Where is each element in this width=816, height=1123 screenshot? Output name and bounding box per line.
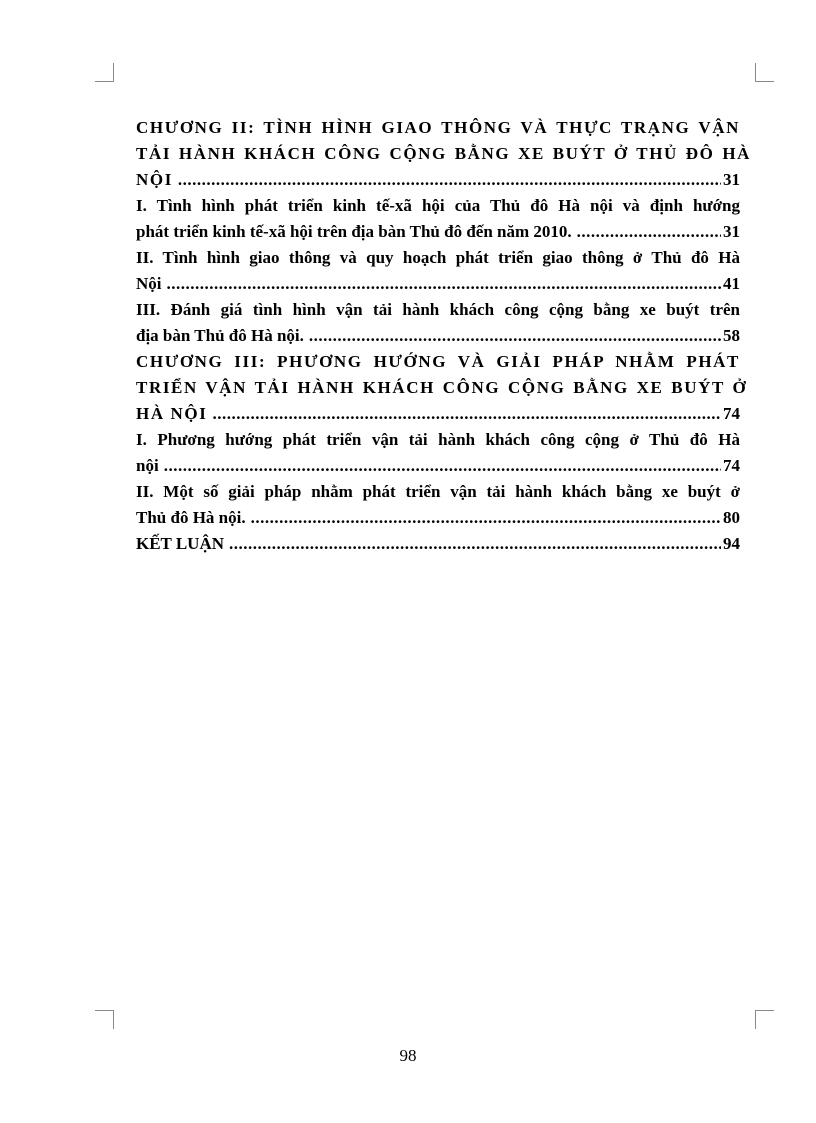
toc-page-number: 74	[723, 456, 740, 475]
crop-mark-top-right	[755, 63, 774, 82]
crop-mark-top-left	[95, 63, 114, 82]
toc-entry-section-2-2[interactable]	[136, 245, 740, 297]
toc-entry-text-line: II. Một số giải pháp nhằm phát triển vận tải hành khách bằng xe buýt ở	[136, 482, 740, 501]
toc-entry-last-line	[136, 167, 740, 193]
toc-entry-text-line: I. Tình hình phát triển kinh tế-xã hội của Thủ đô Hà nội và định hướng	[136, 196, 740, 215]
toc-entry-text: địa bàn Thủ đô Hà nội.	[136, 326, 304, 345]
toc-entry-text-line: TRIỂN VẬN TẢI HÀNH KHÁCH CÔNG CỘNG BẰNG XE BUÝT Ở	[136, 378, 748, 397]
toc-entry-last-line	[136, 271, 740, 297]
toc-entry-text: nội	[136, 456, 159, 475]
toc-entry-section-3-2[interactable]	[136, 479, 740, 531]
page-number: 98	[399, 1046, 417, 1065]
toc-entry-last-line	[136, 401, 740, 427]
table-of-contents	[136, 115, 752, 557]
toc-dot-leader	[178, 167, 721, 193]
toc-entry-text: Thủ đô Hà nội.	[136, 508, 246, 527]
toc-entry-text-line: I. Phương hướng phát triển vận tải hành khách công cộng ở Thủ đô Hà	[136, 430, 740, 449]
toc-page-number: 31	[723, 222, 740, 241]
toc-dot-leader	[212, 401, 721, 427]
toc-entry-section-2-1[interactable]	[136, 193, 740, 245]
toc-dot-leader	[229, 531, 721, 557]
toc-entry-last-line	[136, 453, 740, 479]
toc-entry-last-line	[136, 219, 740, 245]
toc-page-number: 58	[723, 326, 740, 345]
toc-dot-leader	[167, 271, 722, 297]
toc-entry-text-line: CHƯƠNG III: PHƯƠNG HƯỚNG VÀ GIẢI PHÁP NHẰM PHÁT	[136, 352, 740, 371]
toc-entry-text-line: CHƯƠNG II: TÌNH HÌNH GIAO THÔNG VÀ THỰC TRẠNG VẬN	[136, 118, 740, 137]
toc-dot-leader	[251, 505, 721, 531]
toc-entry-text-line: TẢI HÀNH KHÁCH CÔNG CỘNG BẰNG XE BUÝT Ở THỦ ĐÔ HÀ	[136, 144, 752, 163]
toc-page-number: 41	[723, 274, 740, 293]
toc-page-number: 74	[723, 404, 740, 423]
toc-entry-last-line	[136, 531, 740, 557]
toc-entry-text: phát triển kinh tế-xã hội trên địa bàn Thủ đô đến năm 2010.	[136, 222, 572, 241]
toc-page-number: 31	[723, 170, 740, 189]
crop-mark-bottom-left	[95, 1010, 114, 1029]
toc-dot-leader	[577, 219, 721, 245]
toc-entry-text: KẾT LUẬN	[136, 534, 225, 553]
toc-entry-text-line: II. Tình hình giao thông và quy hoạch phát triển giao thông ở Thủ đô Hà	[136, 248, 740, 267]
toc-entry-last-line	[136, 323, 740, 349]
toc-entry-text: Nội	[136, 274, 162, 293]
toc-entry-section-2-3[interactable]	[136, 297, 740, 349]
toc-entry-text: HÀ NỘI	[136, 404, 208, 423]
toc-page-number: 80	[723, 508, 740, 527]
toc-entry-text: NỘI	[136, 170, 173, 189]
toc-dot-leader	[309, 323, 721, 349]
toc-entry-last-line	[136, 505, 740, 531]
toc-entry-chapter-2[interactable]	[136, 115, 752, 193]
toc-page-number: 94	[723, 534, 740, 553]
toc-entry-conclusion[interactable]	[136, 531, 740, 557]
toc-entry-chapter-3[interactable]	[136, 349, 748, 427]
toc-entry-section-3-1[interactable]	[136, 427, 740, 479]
crop-mark-bottom-right	[755, 1010, 774, 1029]
toc-dot-leader	[164, 453, 721, 479]
toc-entry-text-line: III. Đánh giá tình hình vận tải hành khách công cộng bằng xe buýt trên	[136, 300, 740, 319]
